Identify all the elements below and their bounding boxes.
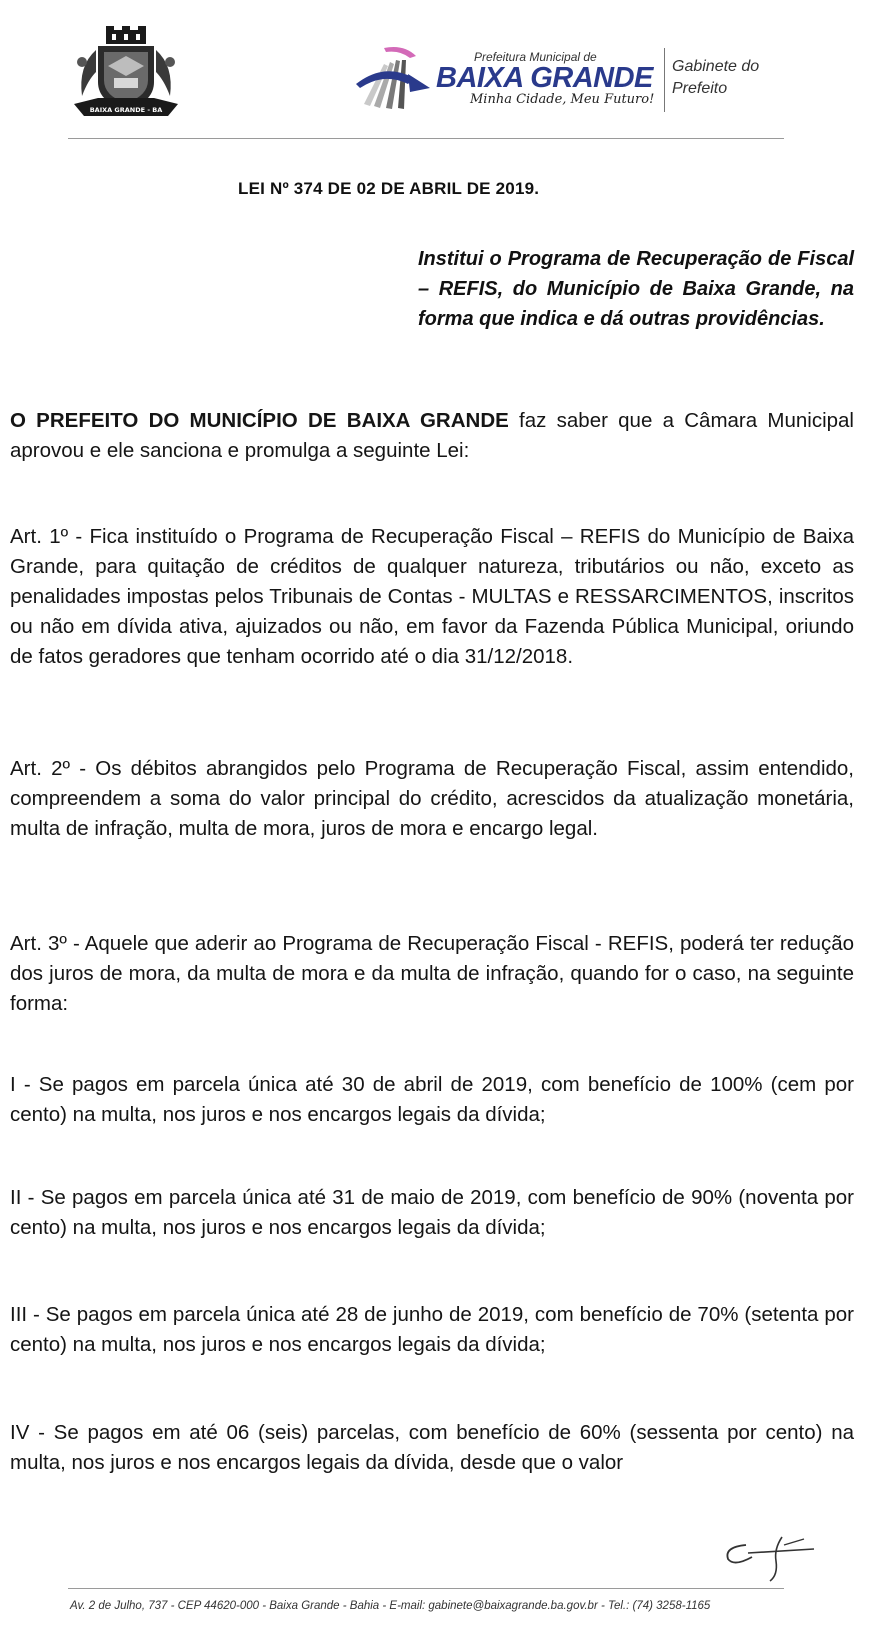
item-i: I - Se pagos em parcela única até 30 de abril de 2019, com benefício de 100% (cem por cento) na multa, nos juros e nos encargos legais da dívida;: [10, 1073, 854, 1126]
handwritten-initials-icon: [718, 1531, 818, 1583]
preamble-rest: faz saber que a Câmara Municipal aprovou e ele sanciona e promulga a seguinte Lei:: [10, 409, 854, 462]
office-name: Gabinete do Prefeito: [672, 58, 760, 97]
article-2: Art. 2º - Os débitos abrangidos pelo Programa de Recuperação Fiscal, assim entendido, compreendem a soma do valor principal do crédito, acrescidos da atualização monetária, multa de infração, multa de mora, juros de mora e encargo legal.: [10, 757, 854, 840]
law-ementa: Institui o Programa de Recuperação de Fiscal – REFIS, do Município de Baixa Grande, na forma que indica e dá outras providências.: [418, 248, 854, 330]
baixa-grande-logo-icon: [354, 44, 432, 112]
item-iv: IV - Se pagos em até 06 (seis) parcelas, com benefício de 60% (sessenta por cento) na multa, nos juros e nos encargos legais da dívida, desde que o valor: [10, 1421, 854, 1474]
footer-address: Av. 2 de Julho, 737 - CEP 44620-000 - Baixa Grande - Bahia - E-mail: gabinete@baixagrande.ba.gov.br - Tel.: (74) 3258-1165: [70, 1600, 711, 1612]
brand-prefix: Prefeitura Municipal de: [474, 50, 597, 64]
footer-rule: [68, 1588, 784, 1589]
header-divider: [664, 48, 665, 112]
letterhead: [0, 0, 886, 145]
municipal-coat-of-arms-icon: [68, 26, 184, 122]
brand-slogan: Minha Cidade, Meu Futuro!: [470, 92, 655, 107]
item-iii: III - Se pagos em parcela única até 28 de junho de 2019, com benefício de 70% (setenta por cento) na multa, nos juros e nos encargos legais da dívida;: [10, 1303, 854, 1356]
item-ii: II - Se pagos em parcela única até 31 de maio de 2019, com benefício de 90% (noventa por cento) na multa, nos juros e nos encargos legais da dívida;: [10, 1186, 854, 1239]
header-rule: [68, 138, 784, 139]
article-3: Art. 3º - Aquele que aderir ao Programa de Recuperação Fiscal - REFIS, poderá ter redução dos juros de mora, da multa de mora e da multa de infração, quando for o caso, na seguinte forma:: [10, 932, 854, 1015]
article-1: Art. 1º - Fica instituído o Programa de Recuperação Fiscal – REFIS do Município de Baixa Grande, para quitação de créditos de qualquer natureza, tributários ou não, exceto as penalidades impostas pelos Tribunais de Contas - MULTAS e RESSARCIMENTOS, inscritos ou não em dívida ativa, ajuizados ou não, em favor da Fazenda Pública Municipal, oriundo de fatos geradores que tenham ocorrido até o dia 31/12/2018.: [10, 525, 854, 668]
preamble: [10, 406, 854, 466]
law-title: LEI Nº 374 DE 02 DE ABRIL DE 2019.: [238, 179, 540, 198]
preamble-bold: O PREFEITO DO MUNICÍPIO DE BAIXA GRANDE: [10, 409, 509, 432]
coat-ribbon-text: BAIXA GRANDE - BA: [89, 106, 163, 114]
brand-name: BAIXA GRANDE: [436, 62, 653, 94]
